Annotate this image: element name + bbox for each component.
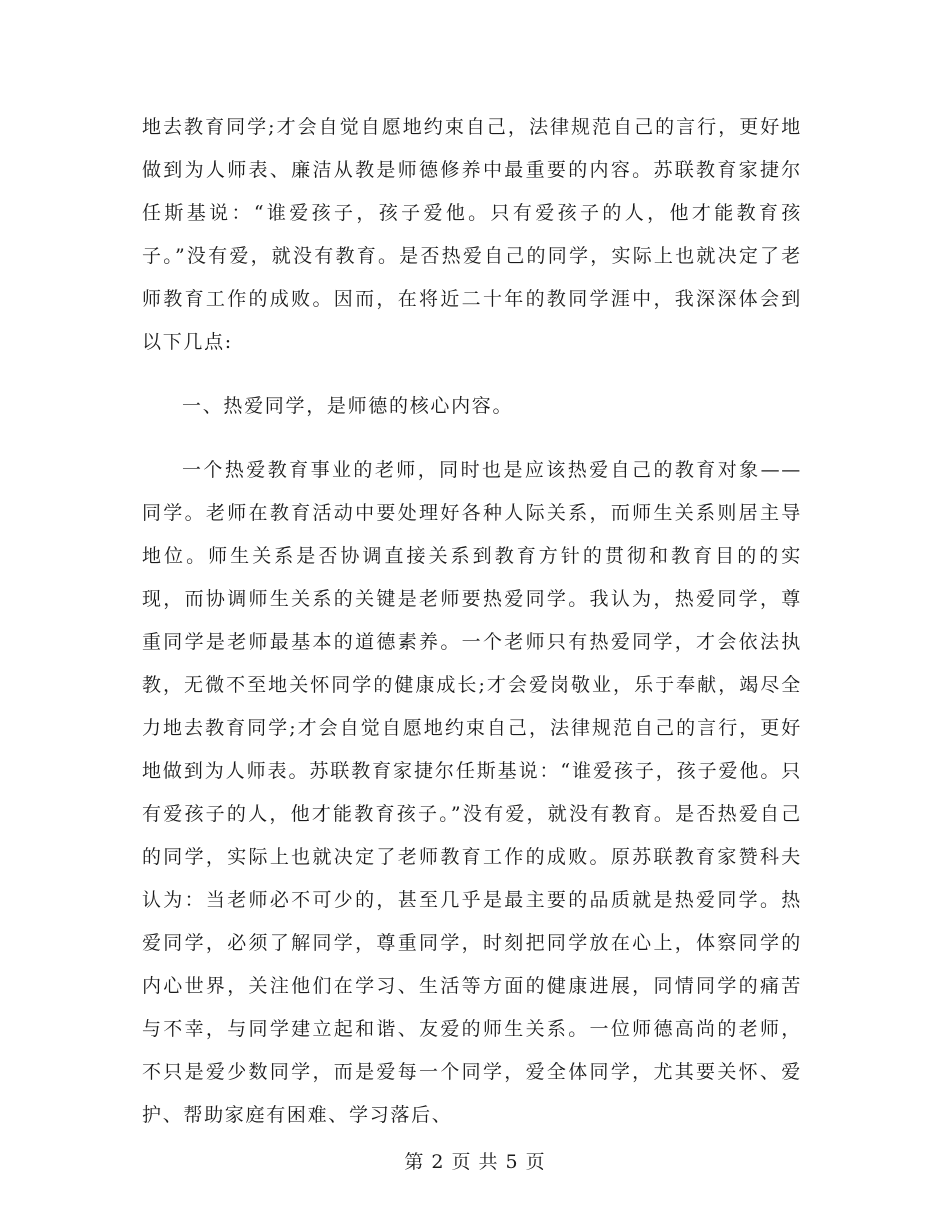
paragraph-gap [142,428,802,449]
page-body [142,106,802,1137]
body-paragraph-1: 地去教育同学;才会自觉自愿地约束自己，法律规范自己的言行，更好地做到为人师表、廉洁从教是师德修养中最重要的内容。苏联教育家捷尔任斯基说：“谁爱孩子，孩子爱他。只有爱孩子的人，他才能教育孩子。”没有爱，就没有教育。是否热爱自己的同学，实际上也就决定了老师教育工作的成败。因而，在将近二十年的教同学涯中，我深深体会到以下几点: [142,116,802,353]
paragraph-gap [142,364,802,385]
section-heading: 一、热爱同学，是师德的核心内容。 [182,395,514,417]
page-footer: 第 2 页 共 5 页 [404,1151,546,1173]
body-paragraph-2: 一个热爱教育事业的老师，同时也是应该热爱自己的教育对象——同学。老师在教育活动中要处理好各种人际关系，而师生关系则居主导地位。师生关系是否协调直接关系到教育方针的贯彻和教育目的的实现，而协调师生关系的关键是老师要热爱同学。我认为，热爱同学，尊重同学是老师最基本的道德素养。一个老师只有热爱同学，才会依法执教，无微不至地关怀同学的健康成长;才会爱岗敬业，乐于奉献，竭尽全力地去教育同学;才会自觉自愿地约束自己，法律规范自己的言行，更好地做到为人师表。苏联教育家捷尔任斯基说：“谁爱孩子，孩子爱他。只有爱孩子的人，他才能教育孩子。”没有爱，就没有教育。是否热爱自己的同学，实际上也就决定了老师教育工作的成败。原苏联教育家赞科夫认为：当老师必不可少的，甚至几乎是最主要的品质就是热爱同学。热爱同学，必须了解同学，尊重同学，时刻把同学放在心上，体察同学的内心世界，关注他们在学习、生活等方面的健康进展，同情同学的痛苦与不幸，与同学建立起和谐、友爱的师生关系。一位师德高尚的老师，不只是爱少数同学，而是爱每一个同学，爱全体同学，尤其要关怀、爱护、帮助家庭有困难、学习落后、 [142,459,802,1126]
